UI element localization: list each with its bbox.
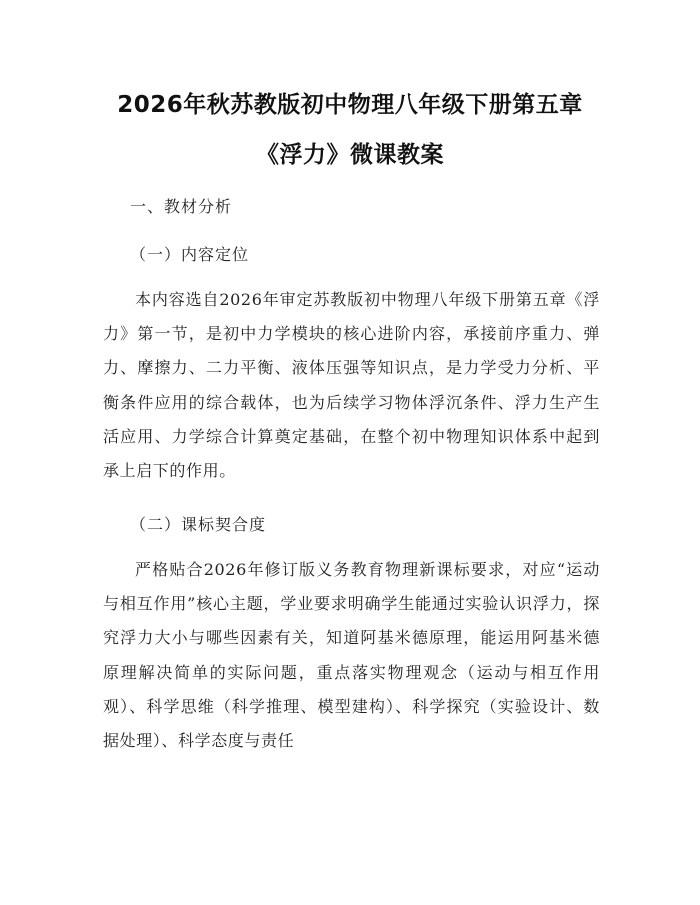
paragraph-content-positioning: 本内容选自2026年审定苏教版初中物理八年级下册第五章《浮力》第一节，是初中力学模块的核心进阶内容，承接前序重力、弹力、摩擦力、二力平衡、液体压强等知识点，是力学受力分析、平衡条件应用的综合载体，也为后续学习物体浮沉条件、浮力生产生活应用、力学综合计算奠定基础，在整个初中物理知识体系中起到承上启下的作用。 xyxy=(103,290,600,481)
paragraph-curriculum-alignment: 严格贴合2026年修订版义务教育物理新课标要求，对应“运动与相互作用”核心主题，学业要求明确学生能通过实验认识浮力，探究浮力大小与哪些因素有关，知道阿基米德原理，能运用阿基米德原理解决简单的实际问题，重点落实物理观念（运动与相互作用观）、科学思维（科学推理、模型建构）、科学探究（实验设计、数据处理）、科学态度与责任 xyxy=(103,560,600,751)
document-title-line-2: 《浮力》微课教案 xyxy=(256,142,444,168)
document-title-line-1: 2026年秋苏教版初中物理八年级下册第五章 xyxy=(117,92,583,118)
subsection-heading-curriculum-alignment: （二）课标契合度 xyxy=(130,515,267,534)
section-heading-textbook-analysis: 一、教材分析 xyxy=(130,197,233,216)
subsection-heading-content-positioning: （一）内容定位 xyxy=(130,245,250,264)
